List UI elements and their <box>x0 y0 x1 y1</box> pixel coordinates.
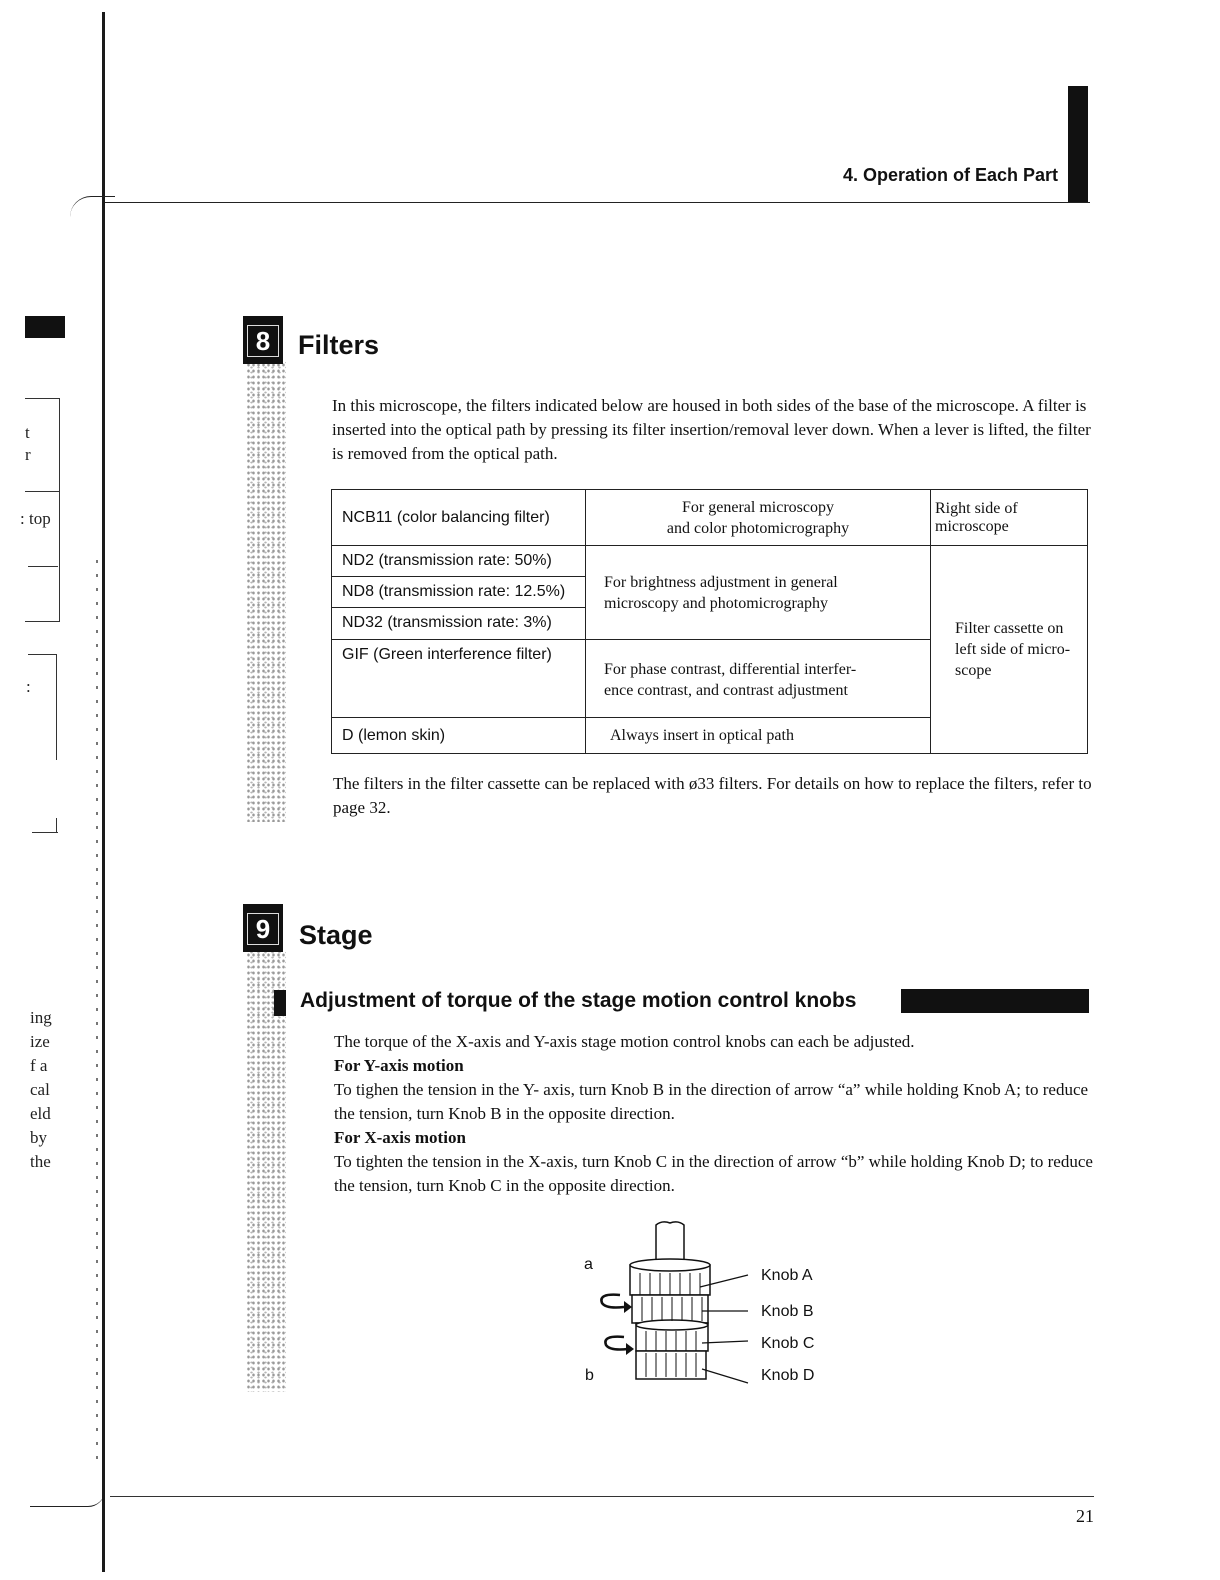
arrow-a <box>601 1295 624 1308</box>
section-8-speckle-bar <box>246 362 286 822</box>
arrow-b-label: b <box>585 1367 594 1384</box>
cell-nd-use: For brightness adjustment in general microscopy and photomicrography <box>586 546 931 640</box>
binding-spine <box>102 12 105 1572</box>
knob-c-label: Knob C <box>761 1335 815 1352</box>
facing-page-divider <box>25 491 59 492</box>
running-header: 4. Operation of Each Part <box>842 165 1058 185</box>
stray-word: eld <box>30 1104 51 1123</box>
stray-letter: : <box>26 677 31 696</box>
knob-a-top <box>630 1259 710 1271</box>
facing-page-box-2 <box>28 654 57 760</box>
filters-note: The filters in the filter cassette can be replaced with ø33 filters. For details on how to replace the filters, refer to page 32. <box>333 774 1092 817</box>
facing-page-divider <box>56 818 57 833</box>
arrow-a-head <box>624 1301 632 1313</box>
cell-nd8: ND8 (transmission rate: 12.5%) <box>332 577 585 608</box>
cell-nd-filters <box>332 546 586 640</box>
header-rule-curve <box>70 196 115 217</box>
stage-text: The torque of the X-axis and Y-axis stage motion control knobs can each be adjusted. For Y-axis motion To tighen the tension in the Y- axis, turn Knob B in the direction of arrow “a” while holding Knob A; to reduce the tension, turn Knob B in the opposite direction. For X-axis motion To tighten the tension in the X-axis, turn Knob C in the direction of arrow “b” while holding Knob D; to reduce the tension, turn Knob C in the opposite direction. <box>334 1032 1093 1195</box>
section-8-badge: 8 <box>243 316 283 364</box>
header-rule <box>105 202 1090 203</box>
stray-word: cal <box>30 1080 50 1099</box>
stray-word: ize <box>30 1032 50 1051</box>
cell-d: D (lemon skin) <box>332 718 586 754</box>
knob-b-body <box>632 1295 708 1323</box>
cell-ncb11-use: For general microscopy and color photomicrography <box>586 490 931 546</box>
nd-filter-list <box>332 546 585 638</box>
section-8-title: Filters <box>298 330 380 360</box>
footer-rule-curve <box>30 1490 105 1507</box>
stray-word: : top <box>20 509 51 528</box>
arrow-b-head <box>626 1343 634 1355</box>
cell-nd32: ND32 (transmission rate: 3%) <box>342 614 552 631</box>
stray-letter: r <box>25 445 31 464</box>
subsection-title: Adjustment of torque of the stage motion control knobs <box>300 989 857 1012</box>
section-9-title: Stage <box>299 920 373 950</box>
cell-gif: GIF (Green interference filter) <box>332 640 586 718</box>
section-9-speckle-bar <box>246 952 286 1392</box>
cell-cassette-location: Filter cassette on left side of micro- scope <box>931 546 1088 754</box>
cell-nd2: ND2 (transmission rate: 50%) <box>332 546 585 577</box>
stray-word: the <box>30 1152 51 1171</box>
stray-word: f a <box>30 1056 48 1075</box>
filters-table <box>331 489 1088 754</box>
stray-word-column <box>30 1006 52 1174</box>
facing-page-tab-mark <box>25 316 65 338</box>
stray-letter: t <box>25 423 30 442</box>
cell-ncb11-location: Right side of microscope <box>931 490 1088 546</box>
facing-page-divider <box>28 566 58 567</box>
knob-c-top <box>636 1320 708 1330</box>
section-9-badge: 9 <box>243 904 283 952</box>
stray-word: ing <box>30 1008 52 1027</box>
page-number: 21 <box>1076 1506 1094 1526</box>
filters-intro: In this microscope, the filters indicated below are housed in both sides of the base of the microscope. A filter is inserted into the optical path by pressing its filter insertion/removal lever down. When a lever is lifted, the filter is removed from the optical path. <box>332 396 1091 463</box>
subsection-rule-bar <box>901 989 1089 1013</box>
stray-word: by <box>30 1128 47 1147</box>
knob-d-label: Knob D <box>761 1367 815 1384</box>
knob-b-label: Knob B <box>761 1303 814 1320</box>
arrow-a-label: a <box>584 1256 593 1273</box>
subsection-marker <box>274 990 286 1016</box>
cell-gif-use: For phase contrast, differential interfer- ence contrast, and contrast adjustment <box>586 640 931 718</box>
header-tab-bar <box>1068 86 1088 202</box>
footer-rule <box>110 1496 1094 1497</box>
cell-ncb11: NCB11 (color balancing filter) <box>332 490 586 546</box>
arrow-b <box>605 1337 628 1350</box>
facing-page-divider <box>32 832 58 833</box>
cell-d-use: Always insert in optical path <box>586 718 931 754</box>
knob-a-label: Knob A <box>761 1267 813 1284</box>
gutter-dots <box>96 560 98 1460</box>
